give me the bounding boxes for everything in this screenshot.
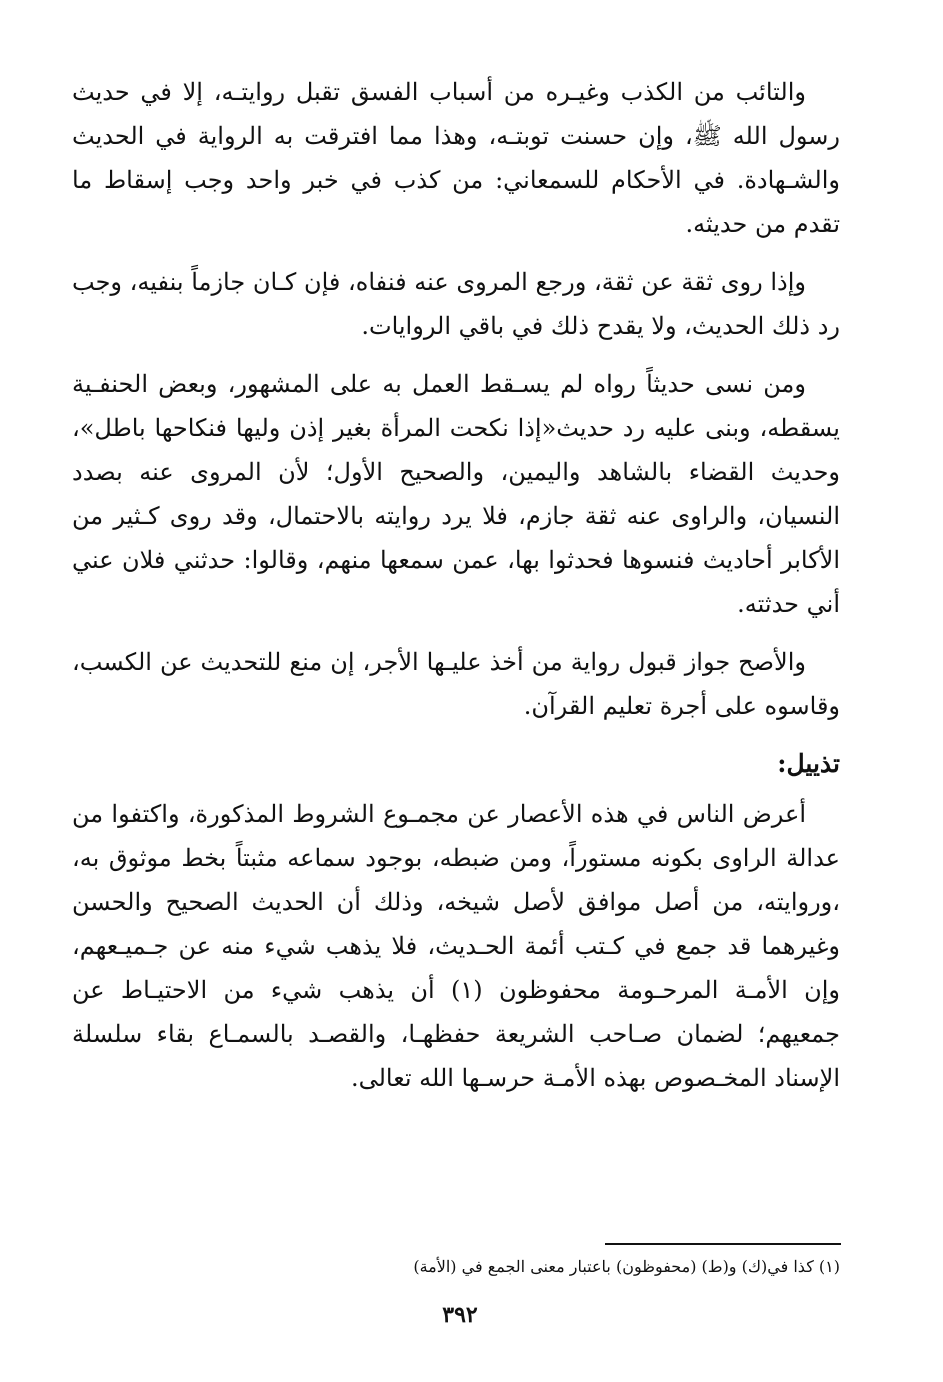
paragraph-paid-narration: والأصح جواز قبول رواية من أخذ عليـها الأجر، إن منع للتحديث عن الكسب، وقاسوه على أجرة تعليم القرآن. — [72, 648, 840, 720]
paragraph-repentant-narrator: والتائب من الكذب وغيـره من أسباب الفسق تقبل روايتـه، إلا في حديث رسول الله ﷺ، وإن حسنت توبتـه، وهذا مما افترقت به الرواية في الحديث والشـهادة. في الأحكام للسمعاني: من كذب في خبر واحد وجب إسقاط ما تقدم من حديثه. — [72, 78, 840, 238]
section-heading: تذييل: — [777, 749, 840, 778]
page-body — [72, 70, 840, 1114]
paragraph-appendix: أعرض الناس في هذه الأعصار عن مجمـوع الشروط المذكورة، واكتفوا من عدالة الراوى بكونه مستوراً، ومن ضبطه، بوجود سماعه مثبتاً بخط موثوق به، ،وروايته، من أصل موافق لأصل شيخه، وذلك أن الحديث الصحيح والحسن وغيرهما قد جمع في كـتب أئمة الحـديث، فلا يذهب شيء منه عن جـميـعهم، وإن الأمـة المرحـومة محفوظون (١) أن يذهب شيء من الاحتيـاط عن جمعيهم؛ لضمان صـاحب الشريعة حفظهـا، والقصـد بالسمـاع بقاء سلسلة الإسناد المخـصوص بهذه الأمـة حرسـها الله تعالى. — [72, 800, 840, 1092]
page-number: ٣٩٢ — [442, 1302, 478, 1328]
paragraph-forgotten-hadith: ومن نسى حديثاً رواه لم يسـقط العمل به على المشهور، وبعض الحنفـية يسقطه، وبنى عليه رد حديث«إذا نكحت المرأة بغير إذن وليها فنكاحها باطل»، وحديث القضاء بالشاهد واليمين، والصحيح الأول؛ لأن المروى عنه بصدد النسيان، والراوى عنه ثقة جازم، فلا يرد روايته بالاحتمال، وقد روى كـثير من الأكابر أحاديث فنسوها فحدثوا بها، عمن سمعها منهم، وقالوا: حدثني فلان عني أني حدثته. — [72, 370, 840, 618]
footnote-divider — [605, 1243, 841, 1245]
footnote: (١) كذا في(ك) و(ط) (محفوظون) باعتبار معنى الجمع في (الأمة) — [413, 1257, 840, 1276]
paragraph-denied-narration: وإذا روى ثقة عن ثقة، ورجع المروى عنه فنفاه، فإن كـان جازماً بنفيه، وجب رد ذلك الحديث، ولا يقدح ذلك في باقي الروايات. — [72, 268, 840, 340]
